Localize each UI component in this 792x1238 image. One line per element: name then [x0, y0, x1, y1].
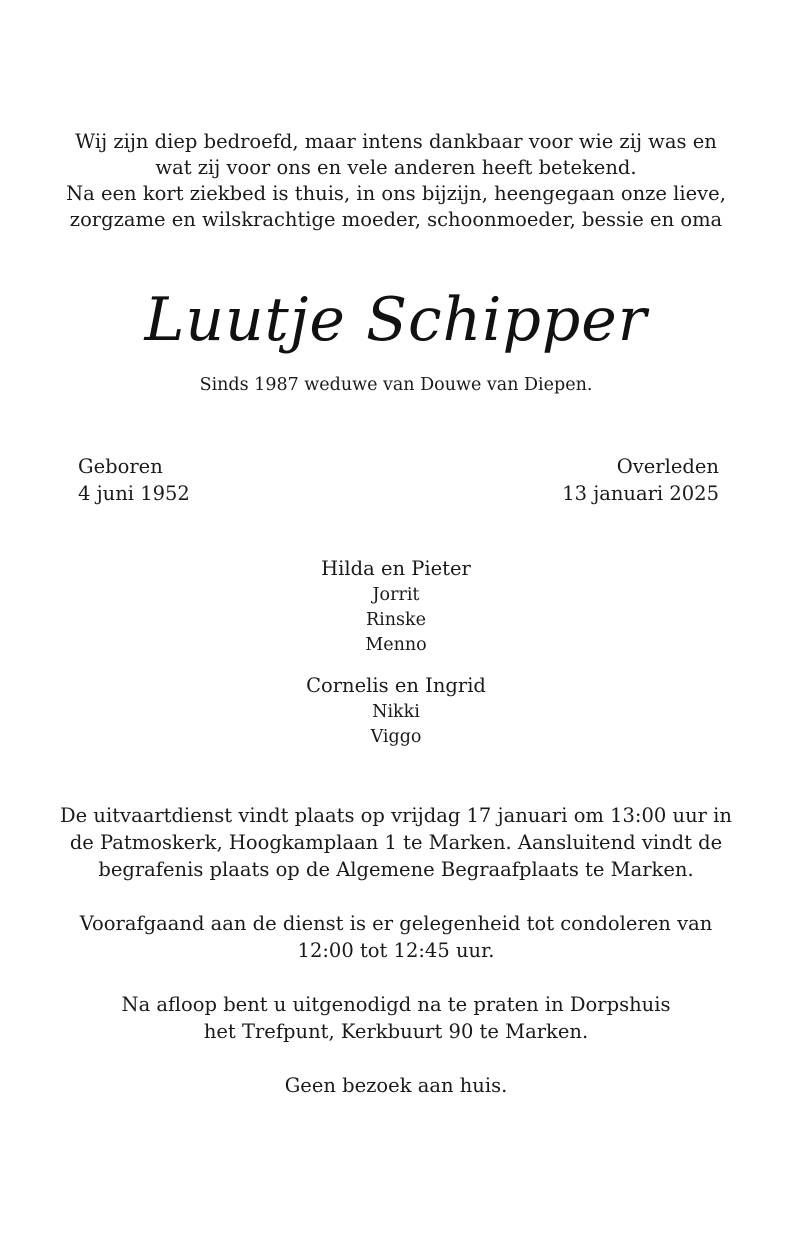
family-child: Rinske	[366, 610, 426, 630]
born-date: 4 juni 1952	[78, 482, 190, 505]
family-child: Viggo	[370, 727, 422, 747]
deceased-name: Luutje Schipper	[144, 285, 648, 355]
widow-note: Sinds 1987 weduwe van Douwe van Diepen.	[199, 375, 593, 395]
family-group	[0, 672, 792, 750]
info-line: begrafenis plaats op de Algemene Begraafplaats te Marken.	[98, 858, 694, 881]
gathering-paragraph	[40, 991, 752, 1045]
no-visit-paragraph	[40, 1072, 752, 1099]
intro-line: wat zij voor ons en vele anderen heeft betekend.	[155, 156, 637, 179]
intro-text	[40, 129, 752, 233]
family-child: Jorrit	[372, 585, 420, 605]
intro-line: zorgzame en wilskrachtige moeder, schoonmoeder, bessie en oma	[69, 208, 723, 231]
info-line: De uitvaartdienst vindt plaats op vrijdag 17 januari om 13:00 uur in	[60, 804, 732, 827]
info-line: Na afloop bent u uitgenodigd na te praten in Dorpshuis	[121, 993, 671, 1016]
intro-line: Na een kort ziekbed is thuis, in ons bijzijn, heengegaan onze lieve,	[66, 182, 726, 205]
family-list	[0, 555, 792, 764]
info-line: de Patmoskerk, Hoogkamplaan 1 te Marken. Aansluitend vindt de	[69, 831, 723, 854]
died-date: 13 januari 2025	[562, 482, 719, 505]
family-child: Menno	[365, 635, 427, 655]
died-label: Overleden	[616, 455, 719, 478]
funeral-info	[40, 802, 752, 1126]
family-group	[0, 555, 792, 658]
birth-block	[78, 453, 190, 507]
family-parents: Cornelis en Ingrid	[306, 674, 486, 697]
service-paragraph	[40, 802, 752, 883]
family-parents: Hilda en Pieter	[321, 557, 471, 580]
intro-line: Wij zijn diep bedroefd, maar intens dankbaar voor wie zij was en	[75, 130, 717, 153]
info-line: het Trefpunt, Kerkbuurt 90 te Marken.	[203, 1020, 589, 1043]
family-child: Nikki	[372, 702, 420, 722]
condolence-paragraph	[40, 910, 752, 964]
info-line: Geen bezoek aan huis.	[284, 1074, 508, 1097]
death-block	[562, 453, 719, 507]
info-line: 12:00 tot 12:45 uur.	[297, 939, 495, 962]
info-line: Voorafgaand aan de dienst is er gelegenheid tot condoleren van	[79, 912, 713, 935]
born-label: Geboren	[78, 455, 163, 478]
